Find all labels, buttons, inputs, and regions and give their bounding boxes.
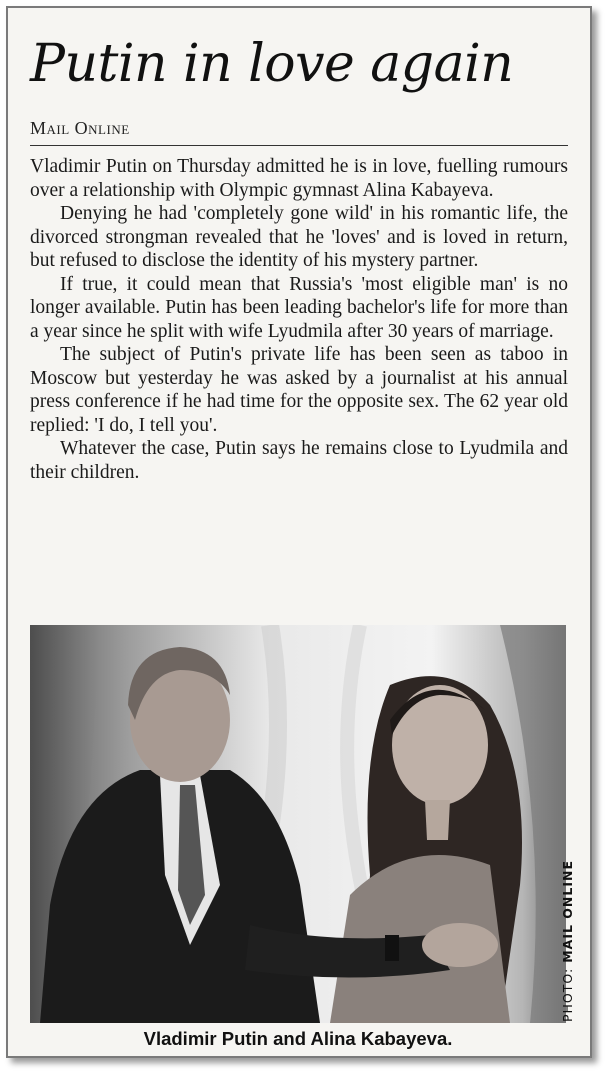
- article-body: [30, 155, 568, 484]
- article-paragraph: Vladimir Putin on Thursday admitted he is in love, fuelling rumours over a relationship with Olympic gymnast Alina Kabayeva.: [30, 156, 568, 201]
- source-byline: Mail Online: [30, 118, 130, 138]
- photo-credit-label: PHOTO:: [560, 962, 575, 1022]
- news-photo: [30, 625, 566, 1023]
- photo-credit-source: MAIL ONLINE: [560, 859, 575, 963]
- photo-credit: [560, 860, 575, 1022]
- photo-caption: Vladimir Putin and Alina Kabayeva.: [143, 1028, 453, 1049]
- article-paragraph: Denying he had 'completely gone wild' in his romantic life, the divorced strongman revealed that he 'loves' and is loved in return, but refused to disclose the identity of his mystery partner.: [30, 203, 568, 271]
- article-paragraph: If true, it could mean that Russia's 'most eligible man' is no longer available. Putin has been leading bachelor's life for more than a year since he split with wife Lyudmila after 30 years of marriage.: [30, 273, 568, 342]
- article-paragraph: Whatever the case, Putin says he remains close to Lyudmila and their children.: [30, 438, 568, 483]
- headline: Putin in love again: [30, 34, 514, 94]
- byline-divider: [30, 145, 568, 146]
- article-paragraph: The subject of Putin's private life has been seen as taboo in Moscow but yesterday he was asked by a journalist at his annual press conference if he had time for the opposite sex. The 62 year old replied: 'I do, I tell you'.: [30, 344, 568, 436]
